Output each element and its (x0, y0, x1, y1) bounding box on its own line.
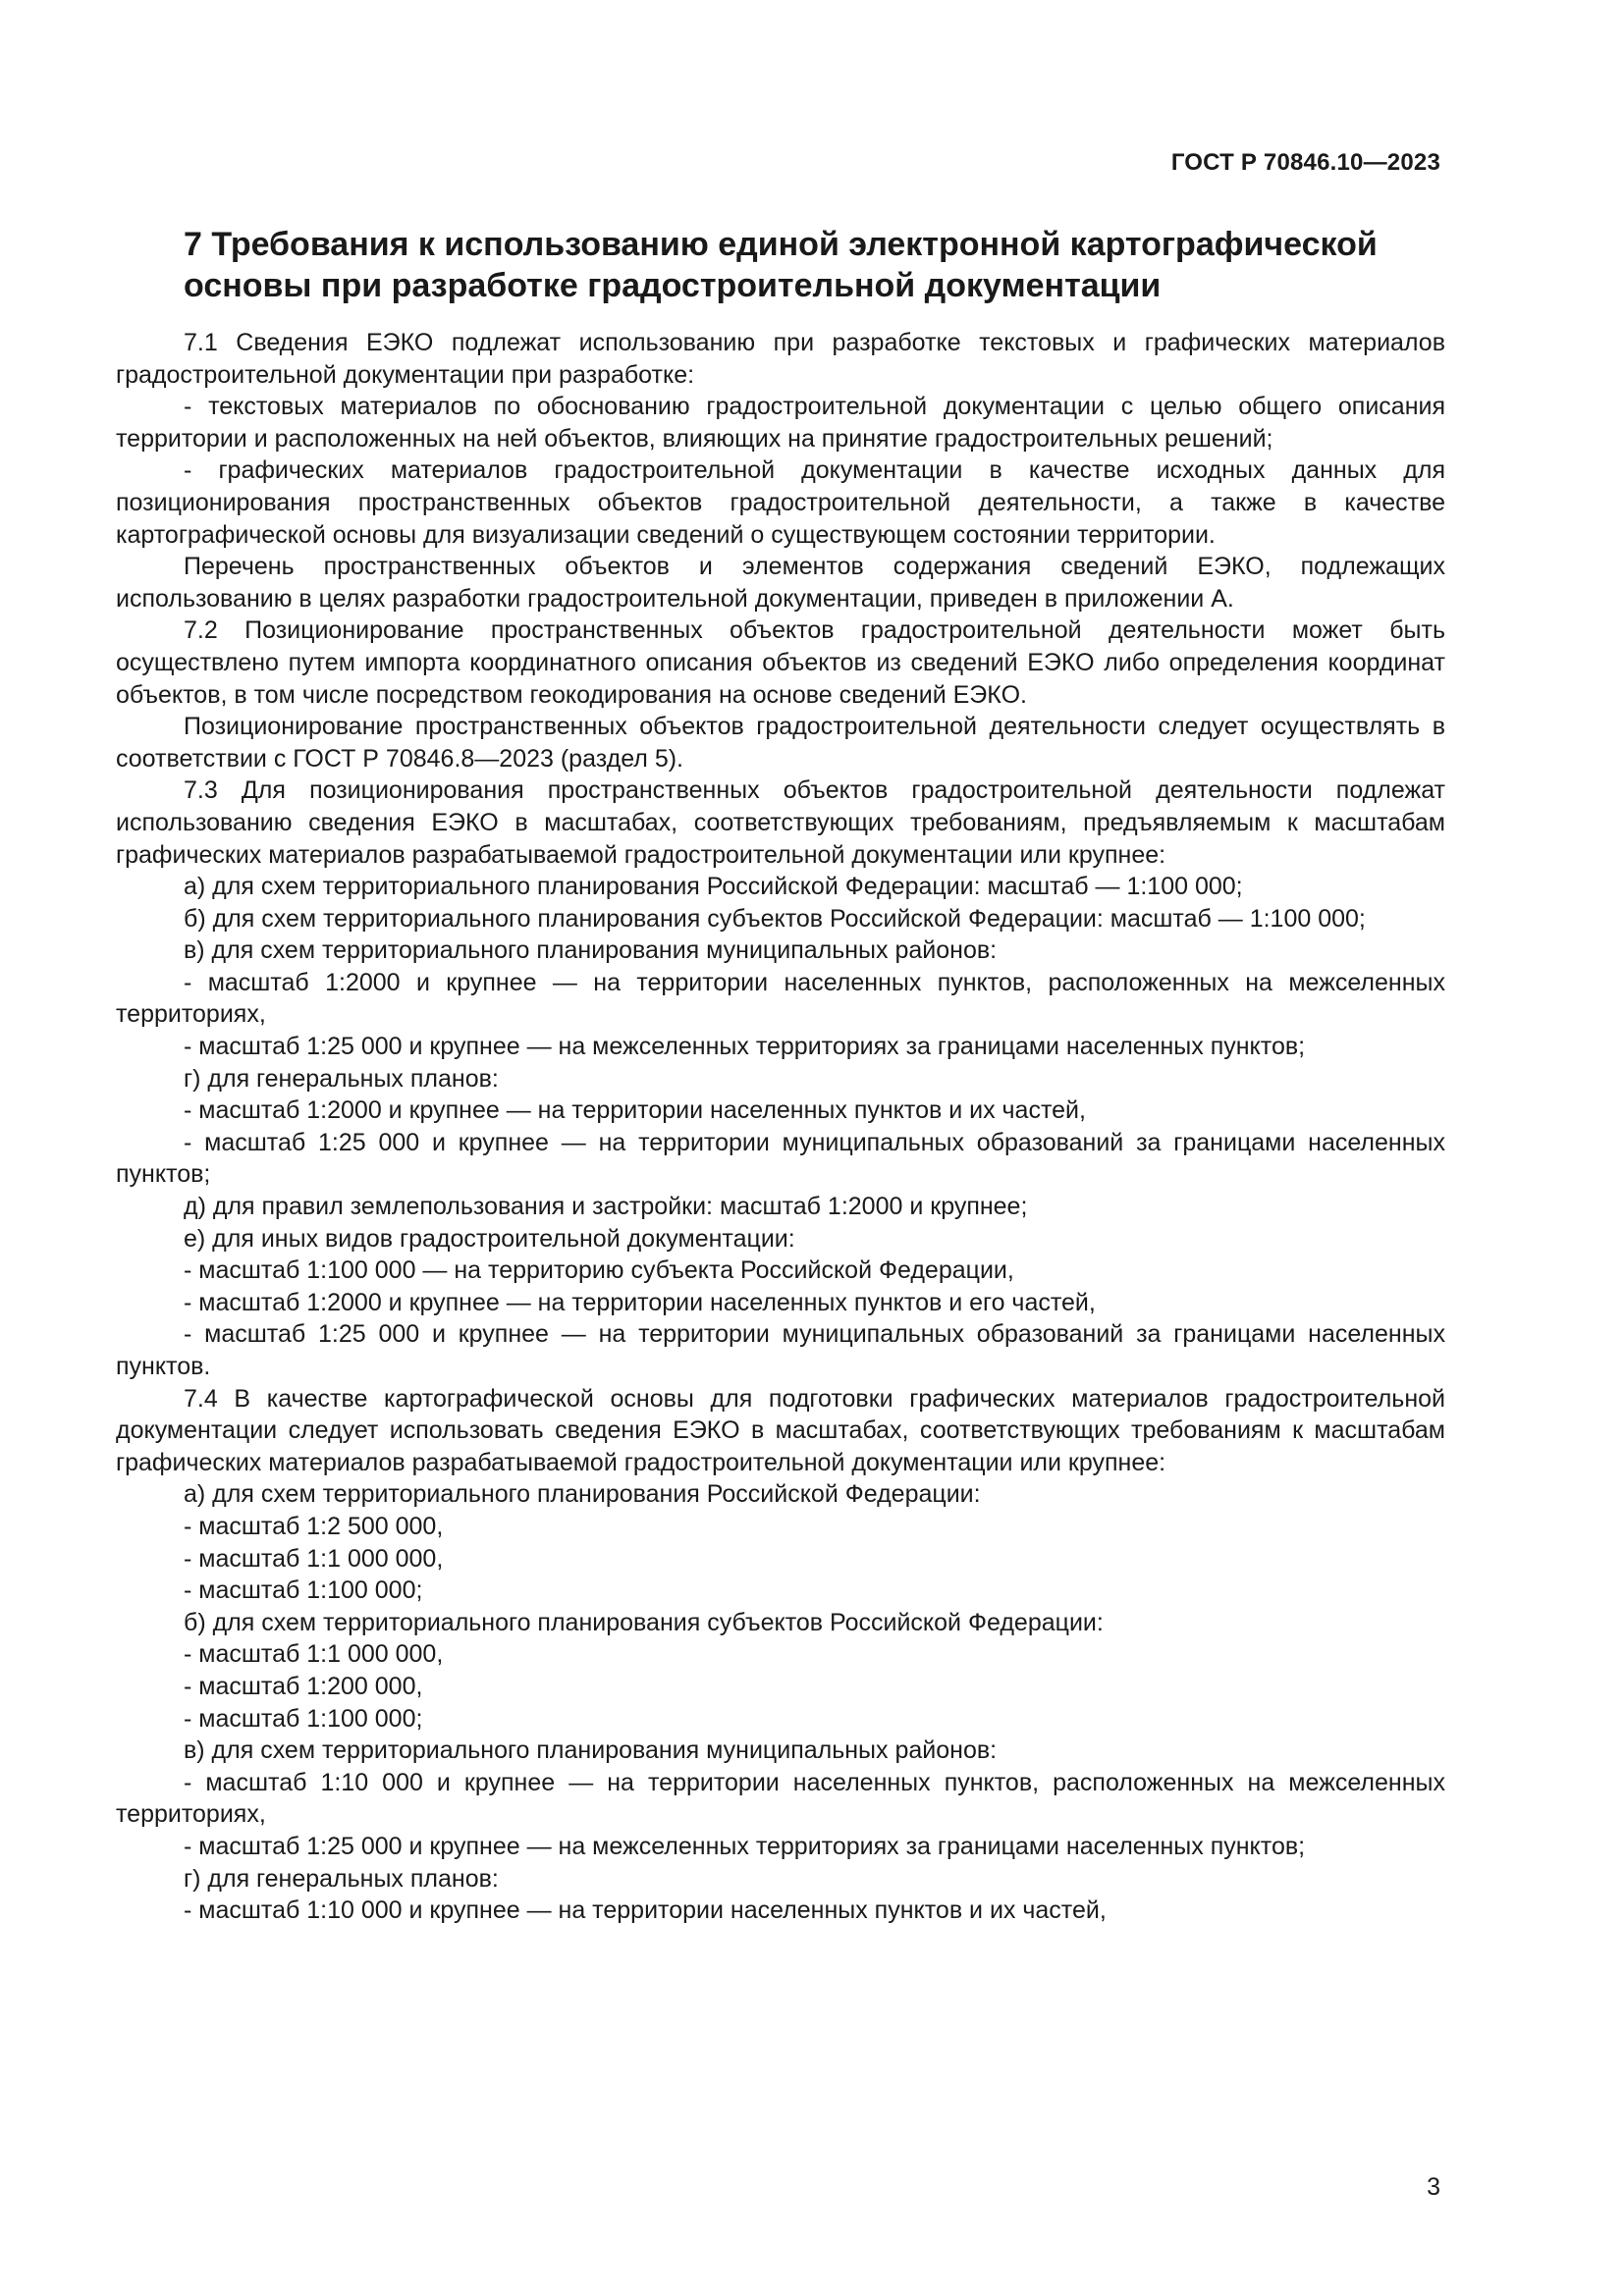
paragraph: - масштаб 1:100 000 — на территорию субъекта Российской Федерации, (184, 1256, 1014, 1285)
paragraph: г) для генеральных планов: (184, 1864, 499, 1893)
paragraph: Позиционирование пространственных объектов градостроительной деятельности следует осуществлять в соответствии с ГОСТ Р 70846.8—2023 (раздел 5). (116, 713, 1445, 773)
paragraph: - масштаб 1:10 000 и крупнее — на территории населенных пунктов, расположенных на межселенных территориях, (116, 1768, 1445, 1829)
paragraph: б) для схем территориального планирования субъектов Российской Федерации: масштаб — 1:100 000; (184, 904, 1366, 933)
paragraph: - масштаб 1:200 000, (184, 1672, 423, 1700)
paragraph: - масштаб 1:2000 и крупнее — на территории населенных пунктов, расположенных на межселенных территориях, (116, 968, 1445, 1029)
paragraph: 7.1 Сведения ЕЭКО подлежат использованию при разработке текстовых и графических материалов градостроительной документации при разработке: (116, 329, 1445, 389)
paragraph: а) для схем территориального планирования Российской Федерации: (184, 1480, 981, 1509)
paragraph: 7.3 Для позиционирования пространственных объектов градостроительной деятельности подлежат использованию сведения ЕЭКО в масштабах, соответствующих требованиям, предъявляемым к масштабам графических материалов разрабатываемой градостроительной документации или крупнее: (116, 776, 1445, 869)
paragraph: - масштаб 1:100 000; (184, 1576, 423, 1605)
paragraph: е) для иных видов градостроительной документации: (184, 1224, 795, 1253)
paragraph: - масштаб 1:25 000 и крупнее — на территории муниципальных образований за границами населенных пунктов. (116, 1320, 1445, 1380)
section-heading: 7 Требования к использованию единой электронной картографической основы при разработке градостроительной документации (184, 226, 1378, 304)
paragraph: г) для генеральных планов: (184, 1064, 499, 1093)
paragraph: Перечень пространственных объектов и элементов содержания сведений ЕЭКО, подлежащих использованию в целях разработки градостроительной документации, приведен в приложении А. (116, 553, 1445, 613)
paragraph: - масштаб 1:10 000 и крупнее — на территории населенных пунктов и их частей, (184, 1896, 1107, 1925)
paragraph: - текстовых материалов по обоснованию градостроительной документации с целью общего описания территории и расположенных на ней объектов, влияющих на принятие градостроительных решений; (116, 393, 1445, 453)
paragraph: а) для схем территориального планирования Российской Федерации: масштаб — 1:100 000; (184, 873, 1243, 901)
paragraph: - масштаб 1:2000 и крупнее — на территории населенных пунктов и его частей, (184, 1288, 1096, 1316)
paragraph: - масштаб 1:2000 и крупнее — на территории населенных пунктов и их частей, (184, 1096, 1086, 1125)
paragraph: - масштаб 1:25 000 и крупнее — на территории муниципальных образований за границами населенных пунктов; (116, 1128, 1445, 1189)
paragraph: - масштаб 1:25 000 и крупнее — на межселенных территориях за границами населенных пунктов; (184, 1033, 1306, 1061)
paragraph: - масштаб 1:1 000 000, (184, 1544, 444, 1573)
paragraph: 7.2 Позиционирование пространственных объектов градостроительной деятельности может быть осуществлено путем импорта координатного описания объектов из сведений ЕЭКО либо определения координат объектов, в том числе посредством геокодирования на основе сведений ЕЭКО. (116, 616, 1445, 709)
paragraph: д) для правил землепользования и застройки: масштаб 1:2000 и крупнее; (184, 1193, 1028, 1221)
section-body (116, 327, 1445, 1927)
page-number: 3 (1427, 2173, 1440, 2201)
paragraph: - графических материалов градостроительной документации в качестве исходных данных для позиционирования пространственных объектов градостроительной деятельности, а также в качестве картографической основы для визуализации сведений о существующем состоянии территории. (116, 456, 1445, 549)
paragraph: - масштаб 1:2 500 000, (184, 1512, 444, 1540)
paragraph: б) для схем территориального планирования субъектов Российской Федерации: (184, 1608, 1104, 1636)
paragraph: - масштаб 1:100 000; (184, 1704, 423, 1733)
paragraph: в) для схем территориального планирования муниципальных районов: (184, 936, 998, 965)
standard-number-header: ГОСТ Р 70846.10—2023 (1170, 149, 1440, 176)
paragraph: в) для схем территориального планирования муниципальных районов: (184, 1736, 998, 1765)
paragraph: 7.4 В качестве картографической основы для подготовки графических материалов градостроительной документации следует использовать сведения ЕЭКО в масштабах, соответствующих требованиям к масштабам графических материалов разрабатываемой градостроительной документации или крупнее: (116, 1384, 1445, 1476)
paragraph: - масштаб 1:1 000 000, (184, 1640, 444, 1669)
paragraph: - масштаб 1:25 000 и крупнее — на межселенных территориях за границами населенных пунктов; (184, 1832, 1306, 1860)
